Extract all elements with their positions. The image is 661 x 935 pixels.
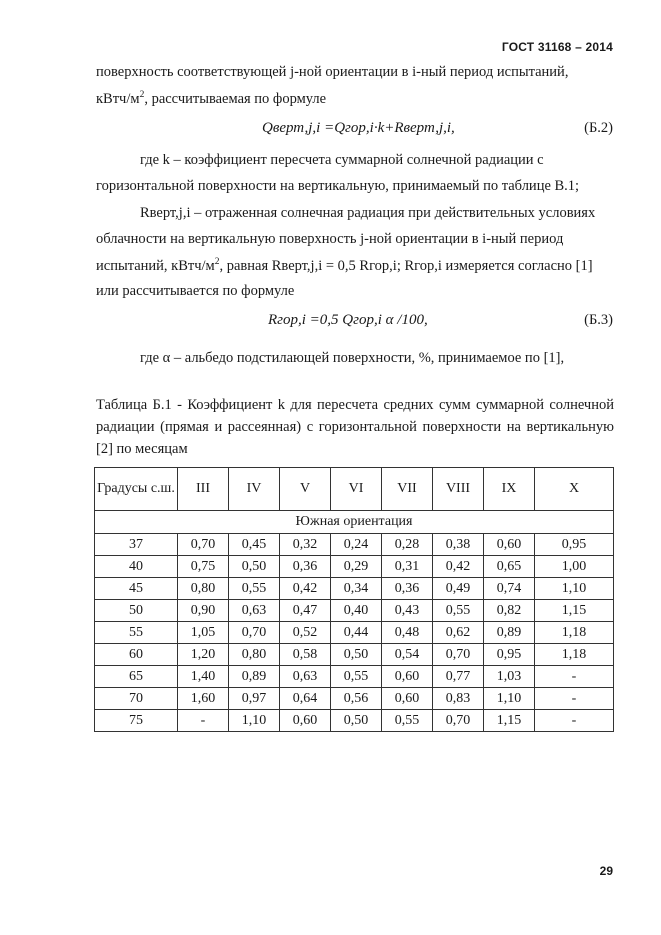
- coefficient-cell: 0,58: [280, 644, 331, 666]
- formula-b2: Qверт,j,i =Qгор,i·k+Rверт,j,i,: [262, 120, 455, 136]
- header-month: X: [535, 468, 614, 511]
- coefficient-cell: 0,36: [382, 578, 433, 600]
- coefficient-cell: 0,54: [382, 644, 433, 666]
- table-section-row: [95, 511, 614, 534]
- page-number: 29: [599, 864, 613, 878]
- coefficient-cell: 0,63: [229, 600, 280, 622]
- coefficient-cell: 0,56: [331, 688, 382, 710]
- body-line-3: где k – коэффициент пересчета суммарной солнечной радиации с: [140, 152, 544, 168]
- coefficient-cell: 0,52: [280, 622, 331, 644]
- coefficient-cell: 0,70: [433, 710, 484, 732]
- coefficient-table: [94, 467, 614, 732]
- header-month: III: [178, 468, 229, 511]
- table-row: [95, 534, 614, 556]
- document-header: ГОСТ 31168 – 2014: [501, 40, 613, 54]
- coefficient-cell: 0,29: [331, 556, 382, 578]
- coefficient-cell: 1,20: [178, 644, 229, 666]
- body-line-2: кВтч/$м^2$, рассчитываемая по формуле: [96, 90, 327, 107]
- coefficient-cell: 1,18: [535, 622, 614, 644]
- coefficient-cell: 0,70: [178, 534, 229, 556]
- body-line-8: или рассчитывается по формуле: [96, 283, 295, 299]
- coefficient-cell: 0,38: [433, 534, 484, 556]
- latitude-cell: 70: [95, 688, 178, 710]
- coefficient-cell: 0,80: [229, 644, 280, 666]
- latitude-cell: 45: [95, 578, 178, 600]
- coefficient-cell: 0,80: [178, 578, 229, 600]
- body-line-6: облачности на вертикальную поверхность j-ной ориентации в i-ный период: [96, 231, 564, 247]
- coefficient-cell: 0,44: [331, 622, 382, 644]
- header-month: V: [280, 468, 331, 511]
- coefficient-cell: 0,60: [382, 666, 433, 688]
- coefficient-cell: 0,55: [382, 710, 433, 732]
- coefficient-cell: 0,64: [280, 688, 331, 710]
- equation-number-b2: (Б.2): [584, 120, 613, 136]
- table-row: [95, 556, 614, 578]
- coefficient-cell: 1,40: [178, 666, 229, 688]
- coefficient-cell: 1,05: [178, 622, 229, 644]
- latitude-cell: 37: [95, 534, 178, 556]
- coefficient-cell: 0,55: [331, 666, 382, 688]
- coefficient-cell: -: [535, 710, 614, 732]
- latitude-cell: 65: [95, 666, 178, 688]
- coefficient-cell: 0,36: [280, 556, 331, 578]
- coefficient-cell: -: [535, 666, 614, 688]
- coefficient-cell: 0,31: [382, 556, 433, 578]
- coefficient-cell: 0,34: [331, 578, 382, 600]
- latitude-cell: 75: [95, 710, 178, 732]
- coefficient-cell: 0,60: [280, 710, 331, 732]
- table-row: [95, 666, 614, 688]
- coefficient-cell: 0,42: [280, 578, 331, 600]
- header-month: IV: [229, 468, 280, 511]
- coefficient-cell: 0,55: [229, 578, 280, 600]
- header-month: IX: [484, 468, 535, 511]
- coefficient-cell: -: [178, 710, 229, 732]
- coefficient-cell: 0,89: [484, 622, 535, 644]
- table-row: [95, 600, 614, 622]
- header-month: VII: [382, 468, 433, 511]
- coefficient-cell: 0,95: [535, 534, 614, 556]
- latitude-cell: 40: [95, 556, 178, 578]
- coefficient-cell: 0,28: [382, 534, 433, 556]
- coefficient-cell: 1,03: [484, 666, 535, 688]
- coefficient-cell: 0,60: [382, 688, 433, 710]
- header-month: VI: [331, 468, 382, 511]
- coefficient-cell: 0,49: [433, 578, 484, 600]
- coefficient-cell: 0,50: [331, 710, 382, 732]
- coefficient-cell: 0,89: [229, 666, 280, 688]
- coefficient-cell: -: [535, 688, 614, 710]
- coefficient-cell: 0,43: [382, 600, 433, 622]
- table-row: [95, 688, 614, 710]
- coefficient-cell: 1,60: [178, 688, 229, 710]
- body-line-1: поверхность соответствующей j-ной ориентации в i-ный период испытаний,: [96, 64, 569, 80]
- header-month: VIII: [433, 468, 484, 511]
- coefficient-cell: 0,50: [331, 644, 382, 666]
- body-line-9: где α – альбедо подстилающей поверхности, %, принимаемое по [1],: [140, 350, 565, 366]
- coefficient-cell: 0,95: [484, 644, 535, 666]
- coefficient-cell: 0,55: [433, 600, 484, 622]
- coefficient-cell: 0,82: [484, 600, 535, 622]
- latitude-cell: 55: [95, 622, 178, 644]
- table-row: [95, 710, 614, 732]
- coefficient-cell: 1,15: [535, 600, 614, 622]
- table-row: [95, 578, 614, 600]
- body-line-5: Rверт,j,i – отраженная солнечная радиация при действительных условиях: [140, 205, 596, 221]
- coefficient-cell: 1,15: [484, 710, 535, 732]
- coefficient-cell: 0,97: [229, 688, 280, 710]
- coefficient-cell: 0,70: [433, 644, 484, 666]
- coefficient-cell: 0,50: [229, 556, 280, 578]
- coefficient-cell: 0,48: [382, 622, 433, 644]
- table-row: [95, 622, 614, 644]
- coefficient-cell: 0,74: [484, 578, 535, 600]
- coefficient-cell: 0,24: [331, 534, 382, 556]
- body-line-4: горизонтальной поверхности на вертикальную, принимаемый по таблице В.1;: [96, 178, 580, 194]
- coefficient-cell: 0,83: [433, 688, 484, 710]
- coefficient-cell: 1,18: [535, 644, 614, 666]
- section-label: Южная ориентация: [95, 511, 614, 534]
- coefficient-cell: 0,60: [484, 534, 535, 556]
- coefficient-cell: 0,63: [280, 666, 331, 688]
- table-row: [95, 644, 614, 666]
- equation-number-b3: (Б.3): [584, 312, 613, 328]
- coefficient-cell: 0,90: [178, 600, 229, 622]
- table-caption: Таблица Б.1 - Коэффициент k для пересчета средних сумм суммарной солнечной радиации (прямая и рассеянная) с горизонтальной поверхности на вертикальную [2] по месяцам: [96, 397, 614, 457]
- table-header-row: [95, 468, 614, 511]
- body-line-7: испытаний, кВтч/$м^2$, равная Rверт,j,i = 0,5 Rгор,i; Rгор,i измеряется согласно [1]: [96, 257, 593, 274]
- coefficient-cell: 1,10: [535, 578, 614, 600]
- header-latitude: Градусы с.ш.: [95, 468, 178, 511]
- coefficient-cell: 0,70: [229, 622, 280, 644]
- coefficient-cell: 1,10: [484, 688, 535, 710]
- coefficient-cell: 0,65: [484, 556, 535, 578]
- coefficient-cell: 0,32: [280, 534, 331, 556]
- coefficient-cell: 0,45: [229, 534, 280, 556]
- coefficient-cell: 1,00: [535, 556, 614, 578]
- coefficient-cell: 0,75: [178, 556, 229, 578]
- coefficient-cell: 1,10: [229, 710, 280, 732]
- latitude-cell: 50: [95, 600, 178, 622]
- latitude-cell: 60: [95, 644, 178, 666]
- formula-b3: Rгор,i =0,5 Qгор,i α /100,: [268, 312, 428, 328]
- coefficient-cell: 0,47: [280, 600, 331, 622]
- coefficient-cell: 0,40: [331, 600, 382, 622]
- coefficient-cell: 0,77: [433, 666, 484, 688]
- coefficient-cell: 0,62: [433, 622, 484, 644]
- coefficient-cell: 0,42: [433, 556, 484, 578]
